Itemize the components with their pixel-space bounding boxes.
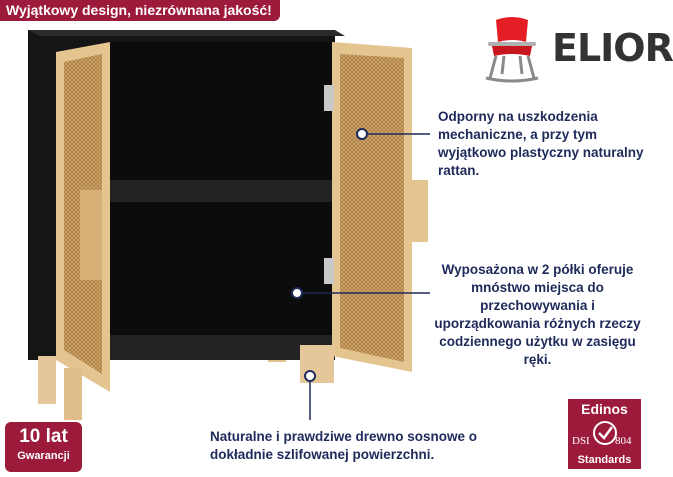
callout-marker (357, 129, 367, 139)
cabinet-top (28, 30, 345, 36)
edinos-standards: Standards (577, 454, 632, 466)
guarantee-badge (5, 422, 82, 472)
callout-rattan: Odporny na uszkodzenia mechaniczne, a przy tym wyjątkowo plastyczny naturalny rattan. (438, 109, 644, 178)
right-door-handle (410, 180, 428, 242)
left-door-handle (80, 190, 102, 280)
brand-name: ELIOR (552, 26, 673, 70)
callout-shelves: Wyposażona w 2 półki oferuje mnóstwo miejsca do przechowywania i uporządkowania różnych rzeczy codziennego użytku w zasięgu ręki. (434, 262, 641, 367)
shelf (110, 335, 332, 360)
cabinet-leg (64, 368, 82, 420)
red-chair-icon (486, 17, 538, 81)
callout-pine-wood: Naturalne i prawdziwe drewno sosnowe o dokładnie szlifowanej powierzchni. (210, 429, 478, 462)
guarantee-years: 10 lat (19, 426, 68, 447)
edinos-code-left: DSI (572, 435, 590, 447)
hinge (324, 258, 334, 284)
shelf (110, 180, 332, 202)
edinos-code-right: 804 (615, 435, 632, 447)
callout-marker (292, 288, 302, 298)
edinos-name: Edinos (581, 401, 628, 417)
guarantee-label: Gwarancji (17, 450, 70, 462)
hinge (324, 85, 334, 111)
right-door-rattan (340, 54, 404, 362)
edinos-badge (568, 399, 641, 469)
headline-banner: Wyjątkowy design, niezrównana jakość! (0, 0, 280, 21)
callout-marker (305, 371, 315, 381)
cabinet-leg (38, 356, 56, 404)
